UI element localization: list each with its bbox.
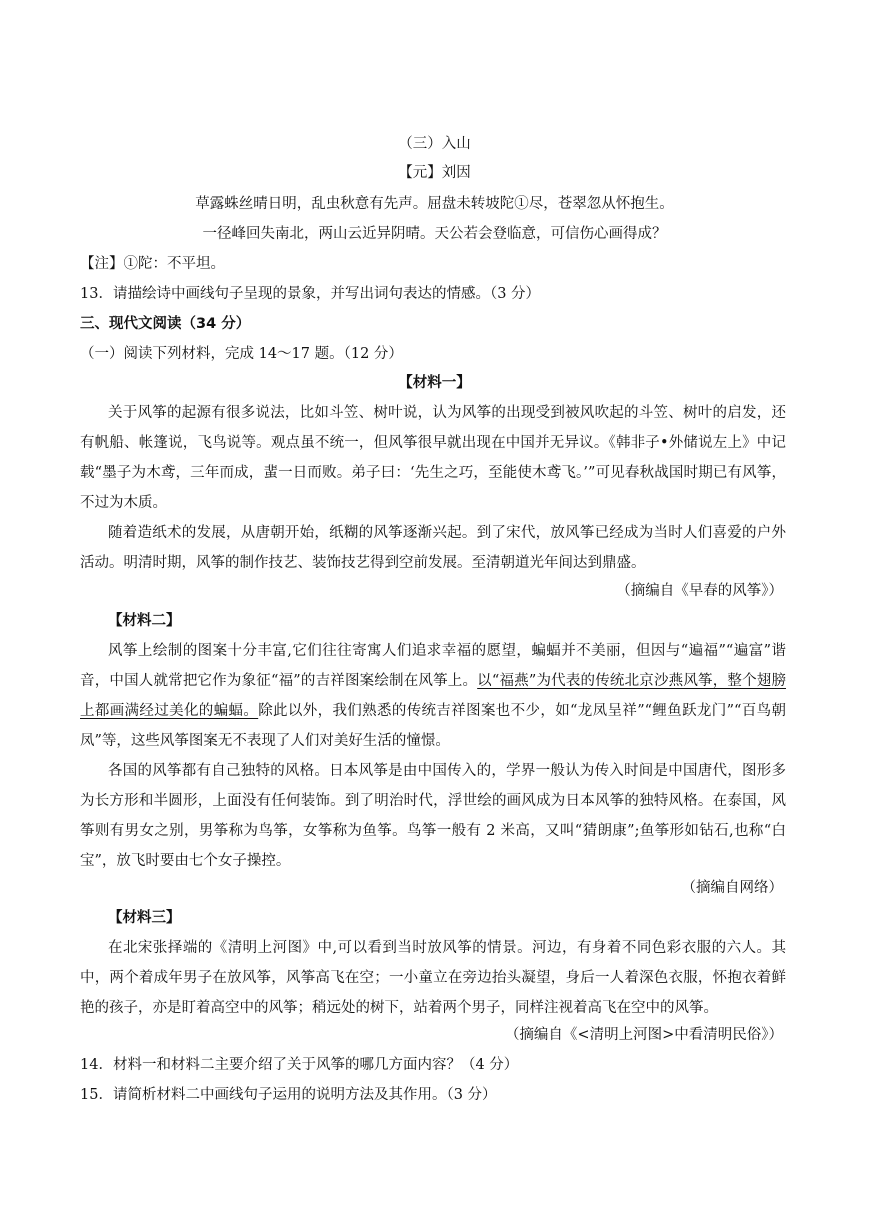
underlined-sentence: 以“福燕”为代表的传统北京沙燕风筝，整个翅膀上都画满经过美化的蝙蝠。 — [80, 673, 787, 719]
poem-line-2: 一径峰回失南北，两山云近异阴晴。天公若会登临意，可信伤心画得成？ — [202, 226, 667, 242]
material-1-title: 【材料一】 — [398, 375, 471, 391]
material-1-paragraph-1: 关于风筝的起源有很多说法，比如斗笠、树叶说，认为风筝的出现受到被风吹起的斗笠、树叶的启发，还有帆船、帐篷说，飞鸟说等。观点虽不统一，但风筝很早就出现在中国并无异议。《韩非子•外储说左上》中记载“墨子为木鸢，三年而成，蜚一日而败。弟子曰：‘先生之巧，至能使木鸢飞。’”可见春秋战国时期已有风筝，不过为木质。 — [80, 405, 786, 511]
question-14: 14．材料一和材料二主要介绍了关于风筝的哪几方面内容？（4 分） — [80, 1057, 519, 1073]
poem-title: （三）入山 — [398, 136, 471, 152]
material-2-paragraph-1 — [80, 636, 786, 756]
material-1-paragraph-2: 随着造纸术的发展，从唐朝开始，纸糊的风筝逐渐兴起。到了宋代，放风筝已经成为当时人们喜爱的户外活动。明清时期，风筝的制作技艺、装饰技艺得到空前发展。至清朝道光年间达到鼎盛。 — [80, 525, 786, 571]
poem-note: 【注】①陀：不平坦。 — [80, 256, 225, 272]
poem-line-1: 草露蛛丝晴日明，乱虫秋意有先声。屈盘未转坡陀①尽，苍翠忽从怀抱生。 — [195, 196, 674, 212]
section-heading: 三、现代文阅读（34 分） — [80, 316, 251, 332]
material-2-text-before: 风筝上绘制的图案十分丰富,它们往往寄寓人们追求幸福的愿望，蝙蝠并不美丽，但因与“遍福”“遍富”谐音，中国人就常把它作为象征“福”的吉祥图案绘制在风筝上。 — [80, 643, 786, 689]
question-13: 13．请描绘诗中画线句子呈现的景象，并写出词句表达的情感。（3 分） — [80, 286, 541, 302]
material-3-source: （摘编自《<清明上河图>中看清明民俗》） — [504, 1027, 783, 1043]
poem-author: 【元】刘因 — [398, 165, 471, 181]
material-2-text-after: 除此以外，我们熟悉的传统吉祥图案也不少，如“龙凤呈祥”“鲤鱼跃龙门”“百鸟朝凤”等，这些风筝图案无不表现了人们对美好生活的憧憬。 — [80, 703, 787, 749]
question-15: 15．请简析材料二中画线句子运用的说明方法及其作用。（3 分） — [80, 1087, 497, 1103]
material-3-paragraph-1: 在北宋张择端的《清明上河图》中,可以看到当时放风筝的情景。河边，有身着不同色彩衣服的六人。其中，两个着成年男子在放风筝，风筝高飞在空；一小童立在旁边抬头凝望，身后一人着深色衣服，怀抱衣着鲜艳的孩子，亦是盯着高空中的风筝；稍远处的树下，站着两个男子，同样注视着高飞在空中的风筝。 — [80, 940, 786, 1016]
subsection-heading: （一）阅读下列材料，完成 14～17 题。（12 分） — [80, 346, 403, 362]
material-2-paragraph-2: 各国的风筝都有自己独特的风格。日本风筝是由中国传入的，学界一般认为传入时间是中国唐代，图形多为长方形和半圆形，上面没有任何装饰。到了明治时代，浮世绘的画风成为日本风筝的独特风格。在泰国，风筝则有男女之别，男筝称为鸟筝，女筝称为鱼筝。鸟筝一般有 2 米高，又叫“猜朗康”;鱼筝形如钻石,也称“白宝”，放飞时要由七个女子操控。 — [80, 763, 786, 869]
material-2-title: 【材料二】 — [108, 613, 181, 629]
material-2-source: （摘编自网络） — [681, 880, 783, 896]
material-1-source: （摘编自《早春的风筝》） — [616, 583, 783, 599]
material-3-title: 【材料三】 — [108, 910, 181, 926]
